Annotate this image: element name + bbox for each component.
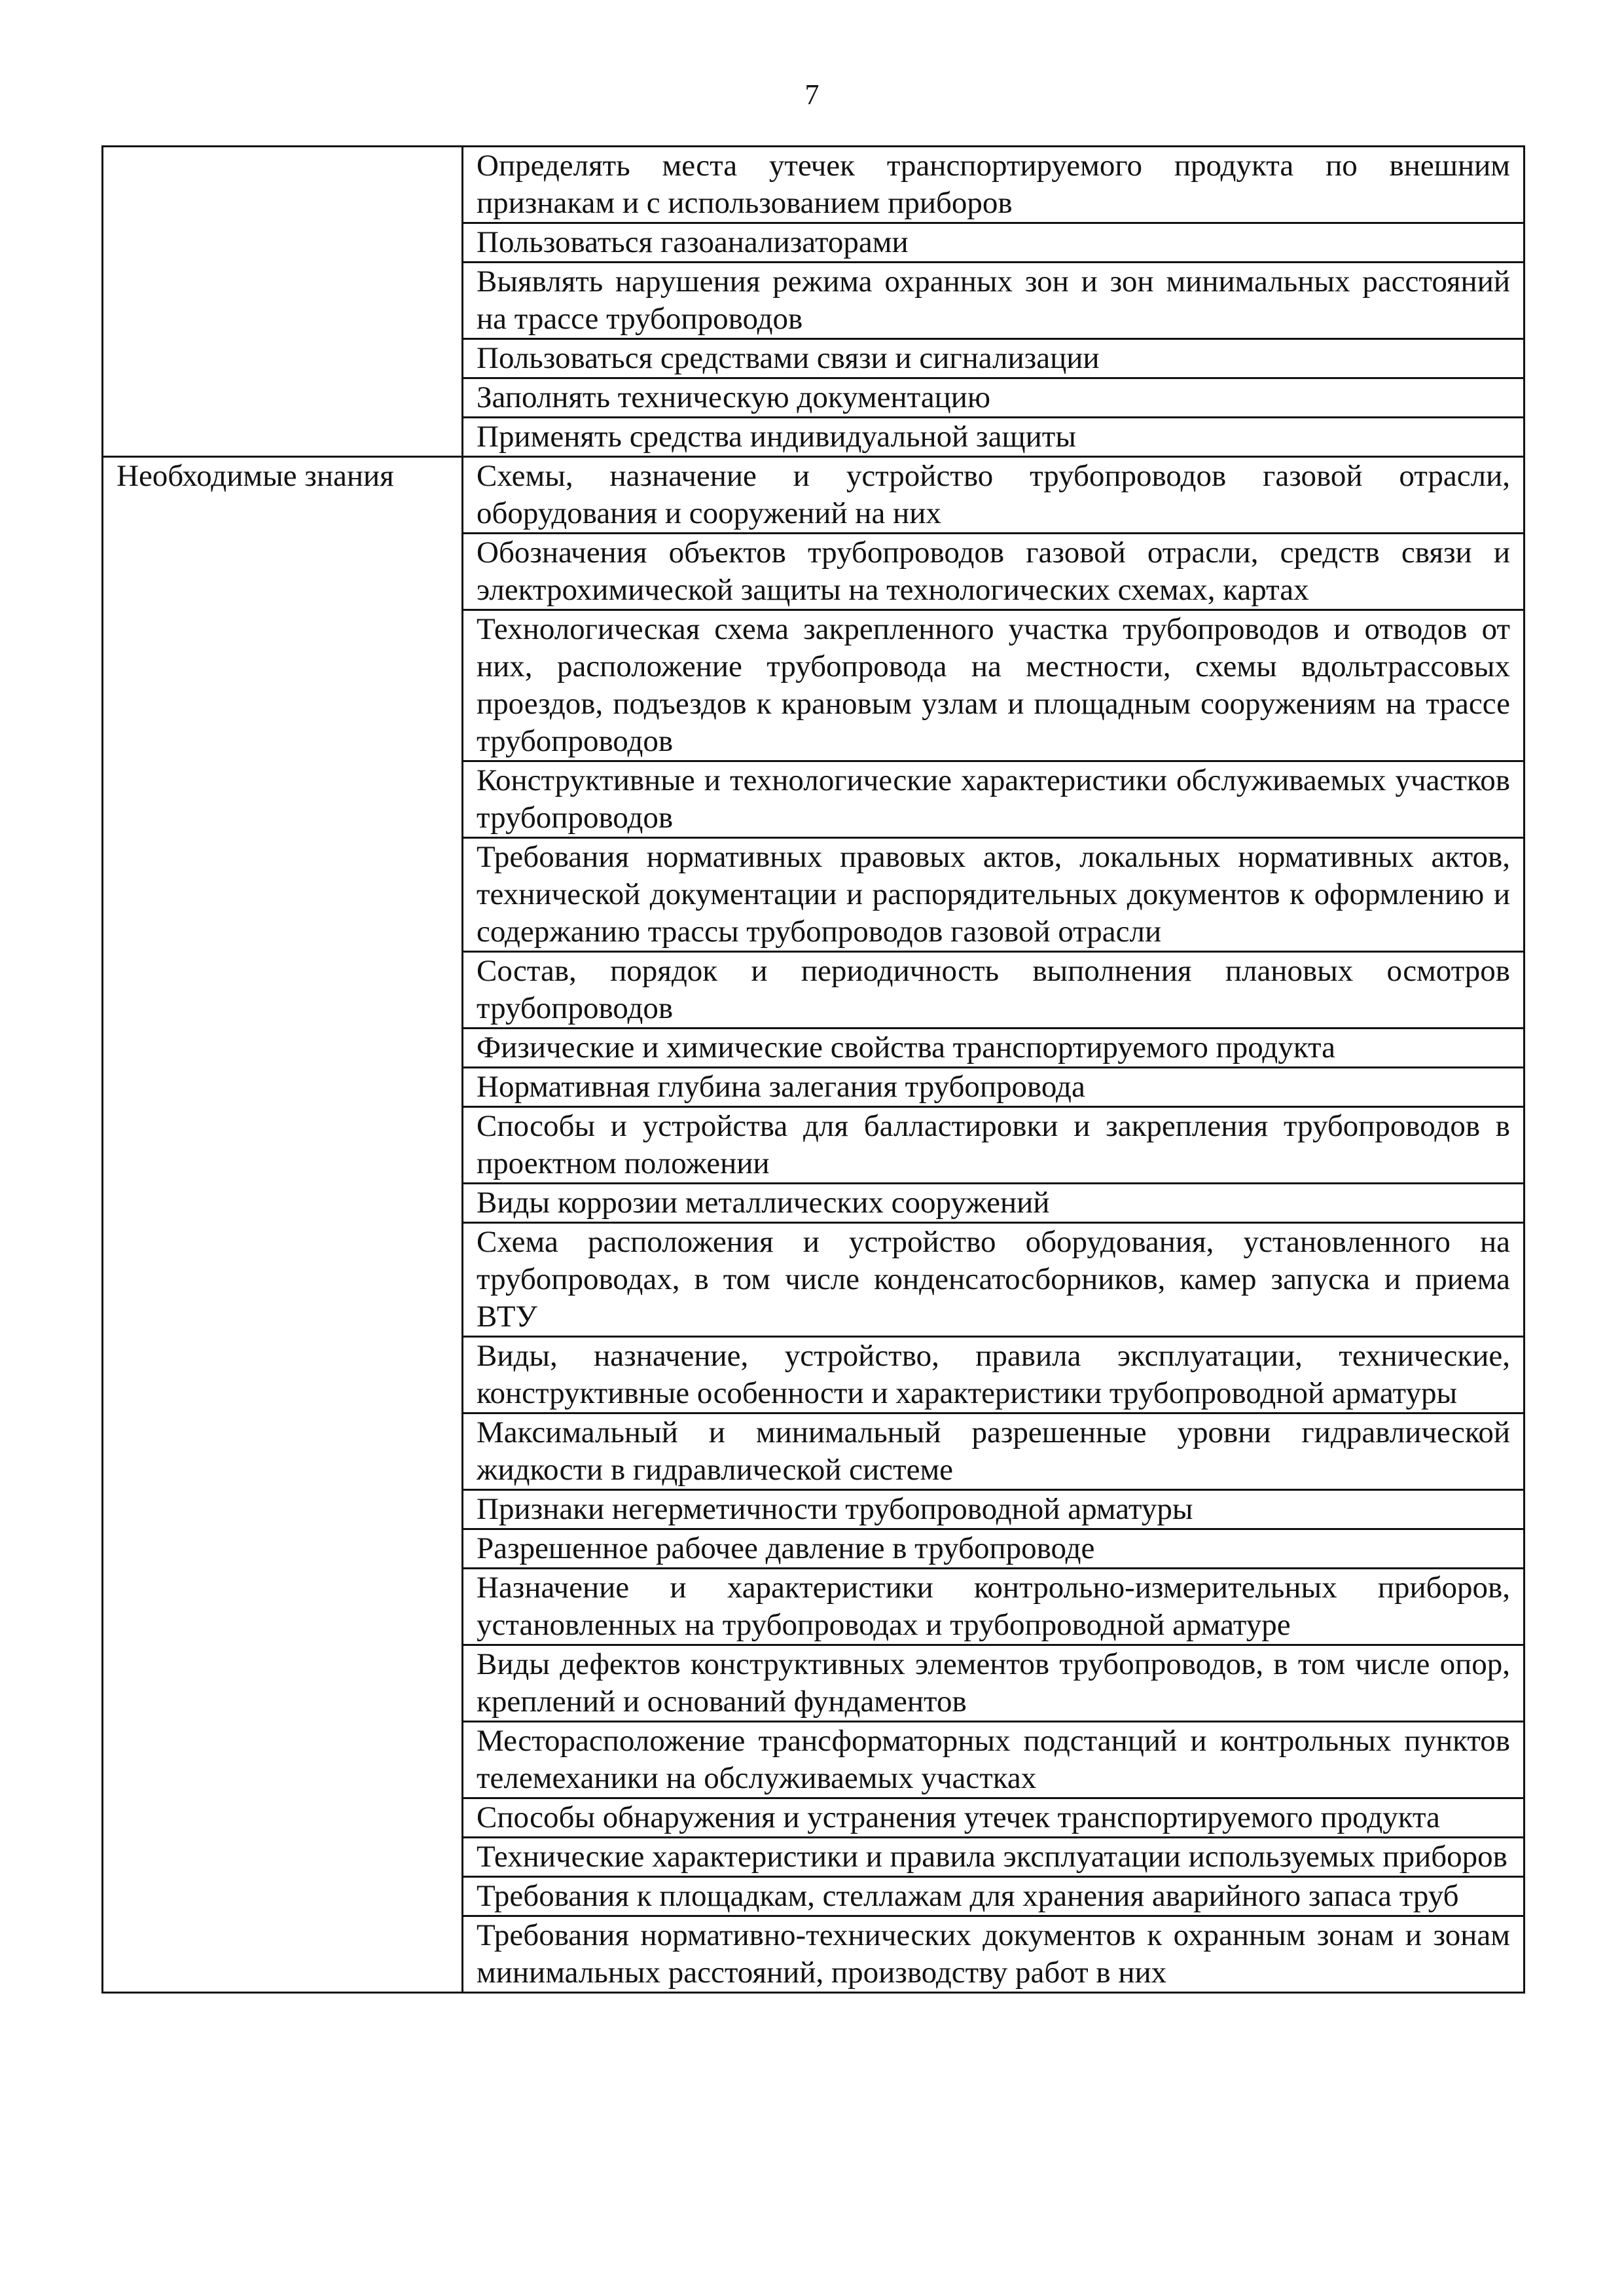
knowledge-item: Способы обнаружения и устранения утечек транспортируемого продукта bbox=[463, 1798, 1525, 1838]
knowledge-item: Схема расположения и устройство оборудования, установленного на трубопроводах, в том числе конденсатосборников, камер запуска и приема ВТУ bbox=[463, 1223, 1525, 1337]
knowledge-item: Признаки негерметичности трубопроводной арматуры bbox=[463, 1490, 1525, 1529]
knowledge-item: Виды коррозии металлических сооружений bbox=[463, 1184, 1525, 1223]
knowledge-item: Технологическая схема закрепленного участка трубопроводов и отводов от них, расположение трубопровода на местности, схемы вдольтрассовых проездов, подъездов к крановым узлам и площадным сооружениям на трассе трубопроводов bbox=[463, 610, 1525, 761]
skill-item: Выявлять нарушения режима охранных зон и зон минимальных расстояний на трассе трубопроводов bbox=[463, 263, 1525, 339]
skill-item: Пользоваться средствами связи и сигнализации bbox=[463, 339, 1525, 378]
knowledge-item: Требования нормативно-технических документов к охранным зонам и зонам минимальных расстояний, производству работ в них bbox=[463, 1916, 1525, 1993]
page-number: 7 bbox=[804, 79, 820, 111]
knowledge-item: Схемы, назначение и устройство трубопроводов газовой отрасли, оборудования и сооружений на них bbox=[463, 457, 1525, 534]
knowledge-item: Виды, назначение, устройство, правила эксплуатации, технические, конструктивные особенности и характеристики трубопроводной арматуры bbox=[463, 1337, 1525, 1413]
knowledge-item: Максимальный и минимальный разрешенные уровни гидравлической жидкости в гидравлической системе bbox=[463, 1413, 1525, 1490]
knowledge-item: Способы и устройства для балластировки и закрепления трубопроводов в проектном положении bbox=[463, 1107, 1525, 1184]
knowledge-item: Состав, порядок и периодичность выполнения плановых осмотров трубопроводов bbox=[463, 952, 1525, 1029]
skill-item: Применять средства индивидуальной защиты bbox=[463, 418, 1525, 457]
knowledge-item: Требования нормативных правовых актов, локальных нормативных актов, технической документации и распорядительных документов к оформлению и содержанию трассы трубопроводов газовой отрасли bbox=[463, 838, 1525, 952]
blank-label-cell bbox=[103, 147, 463, 457]
knowledge-item: Обозначения объектов трубопроводов газовой отрасли, средств связи и электрохимической защиты на технологических схемах, картах bbox=[463, 534, 1525, 610]
skill-item: Пользоваться газоанализаторами bbox=[463, 223, 1525, 263]
skill-item: Определять места утечек транспортируемого продукта по внешним признакам и с использованием приборов bbox=[463, 147, 1525, 223]
knowledge-item: Назначение и характеристики контрольно-измерительных приборов, установленных на трубопроводах и трубопроводной арматуре bbox=[463, 1569, 1525, 1645]
knowledge-item: Требования к площадкам, стеллажам для хранения аварийного запаса труб bbox=[463, 1877, 1525, 1916]
knowledge-item: Конструктивные и технологические характеристики обслуживаемых участков трубопроводов bbox=[463, 761, 1525, 838]
knowledge-item: Физические и химические свойства транспортируемого продукта bbox=[463, 1029, 1525, 1068]
knowledge-item: Нормативная глубина залегания трубопровода bbox=[463, 1068, 1525, 1107]
knowledge-item: Виды дефектов конструктивных элементов трубопроводов, в том числе опор, креплений и оснований фундаментов bbox=[463, 1645, 1525, 1722]
knowledge-label-cell: Необходимые знания bbox=[103, 457, 463, 1993]
skill-item: Заполнять техническую документацию bbox=[463, 378, 1525, 418]
qualification-table bbox=[101, 145, 1525, 1994]
knowledge-item: Разрешенное рабочее давление в трубопроводе bbox=[463, 1529, 1525, 1569]
table-row bbox=[103, 147, 1525, 223]
knowledge-item: Технические характеристики и правила эксплуатации используемых приборов bbox=[463, 1838, 1525, 1877]
knowledge-item: Месторасположение трансформаторных подстанций и контрольных пунктов телемеханики на обслуживаемых участках bbox=[463, 1722, 1525, 1798]
table-row bbox=[103, 457, 1525, 534]
